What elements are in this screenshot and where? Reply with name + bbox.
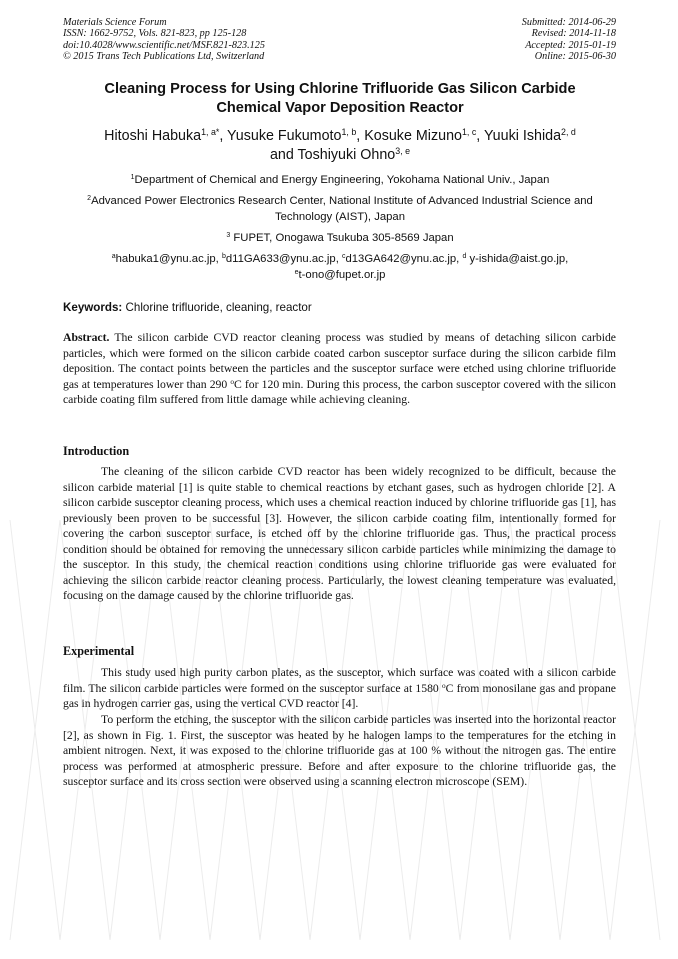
author-line-2 — [40, 146, 640, 165]
author-separator: , — [476, 128, 484, 144]
email-address[interactable]: d13GA642@ynu.ac.jp, — [345, 253, 463, 265]
experimental-paragraph-2 — [63, 712, 616, 790]
title-line-1: Cleaning Process for Using Chlorine Trifluoride Gas Silicon Carbide — [104, 81, 576, 97]
paper-title — [50, 80, 630, 118]
affiliation-text: Department of Chemical and Energy Engineering, Yokohama National Univ., Japan — [134, 174, 550, 186]
journal-name: Materials Science Forum — [63, 17, 167, 28]
author-name: Yuuki Ishida — [483, 128, 562, 144]
experimental-heading: Experimental — [63, 644, 135, 658]
author-name: Hitoshi Habuka — [104, 128, 202, 144]
revised-date: Revised: 2014-11-18 — [531, 28, 616, 40]
experimental-paragraph-1 — [63, 665, 616, 712]
author-emails — [60, 252, 620, 283]
journal-header — [63, 17, 265, 62]
author-list — [40, 127, 640, 165]
introduction-paragraph: The cleaning of the silicon carbide CVD reactor has been widely recognized to be difficult, because the silicon carbide material [1] is quite stable to chemical reactions by etchant gases, such as hydrogen chloride [2]. A silicon carbide susceptor cleaning process, which uses a chemical reaction induced by chlorine trifluoride gas [1], has previously been proven to be successful [3]. However, the silicon carbide coating film, intentionally formed for covering the carbon susceptor surface, is etched off by the chlorine trifluoride gas. Thus, the practical process condition should be obtained for removing the unnecessary silicon carbide particles while minimizing the damage to the susceptor. In this study, the chemical reaction conditions using chlorine trifluoride gas were evaluated for achieving the silicon carbide reactor cleaning process. Particularly, the lowest cleaning temperature was evaluated, focusing on the damage caused by the chlorine trifluoride gas. — [63, 465, 616, 603]
email-address[interactable]: d11GA633@ynu.ac.jp, — [225, 253, 342, 265]
keywords-text: Chlorine trifluoride, cleaning, reactor — [122, 301, 312, 314]
abstract — [63, 330, 616, 408]
keywords-label: Keywords: — [63, 301, 123, 314]
abstract-text: The silicon carbide CVD reactor cleaning process was studied by means of detaching silicon carbide particles, which were formed on the silicon carbide coated carbon susceptor surface during the silicon carbide film deposition. The contact points between the particles and the susceptor surface were etched using chlorine trifluoride gas at temperatures lower than 290 — [63, 331, 616, 391]
copyright-line: © 2015 Trans Tech Publications Ltd, Switzerland — [63, 50, 265, 62]
online-date: Online: 2015-06-30 — [534, 50, 616, 62]
author-sup: 3, e — [395, 146, 411, 157]
doi-line: doi:10.4028/www.scientific.net/MSF.821-823.125 — [63, 39, 265, 51]
author-line-1 — [40, 127, 640, 146]
degree-sup: o — [441, 681, 446, 690]
author-separator: , — [219, 128, 228, 144]
author-name: and Toshiyuki Ohno — [269, 147, 396, 163]
affiliation-3 — [60, 231, 620, 247]
affiliation-1 — [60, 173, 620, 189]
abstract-text-end: C for 120 min. During this process, the carbon susceptor covered with the silicon carbide coating film suffered from little damage while achieving cleaning. — [63, 377, 616, 407]
author-sup: 1, a* — [201, 127, 220, 138]
affiliation-number: 3 — [226, 232, 231, 240]
author-sup: 2, d — [561, 127, 576, 138]
author-name: Yusuke Fukumoto — [227, 128, 342, 144]
author-sup: 1, c — [461, 127, 477, 138]
email-sup: a — [111, 253, 116, 261]
email-sup: e — [294, 268, 299, 276]
issn-line: ISSN: 1662-9752, Vols. 821-823, pp 125-128 — [63, 28, 247, 40]
keywords — [63, 300, 616, 316]
submitted-date: Submitted: 2014-06-29 — [521, 17, 616, 28]
title-line-2: Chemical Vapor Deposition Reactor — [216, 100, 464, 116]
author-name: Kosuke Mizuno — [364, 128, 462, 144]
experimental-paragraph-2-text: To perform the etching, the susceptor with the silicon carbide particles was inserted into the horizontal reactor [2], as shown in Fig. 1. First, the susceptor was heated by he halogen lamps to the temperatures for the etching in ambient nitrogen. Next, it was exposed to the chlorine trifluoride gas at 100 % without the nitrogen gas. The entire process was performed at atmospheric pressure. Before and after exposure to the chlorine trifluoride gas, the susceptor surface and its cross section were observed using a scanning electron microscope (SEM). — [63, 713, 616, 789]
dates-header — [522, 17, 616, 62]
email-address[interactable]: y-ishida@aist.go.jp, — [466, 253, 569, 265]
author-separator: , — [356, 128, 365, 144]
email-address[interactable]: habuka1@ynu.ac.jp, — [115, 253, 222, 265]
introduction-heading: Introduction — [63, 444, 130, 458]
email-sup: d — [462, 253, 467, 261]
affiliation-2 — [60, 194, 620, 225]
affiliation-text: Advanced Power Electronics Research Center, National Institute of Advanced Industrial Science and Technology (AIST), Japan — [91, 195, 593, 223]
email-sup: b — [221, 253, 226, 261]
email-sup: c — [341, 253, 346, 261]
accepted-date: Accepted: 2015-01-19 — [525, 39, 616, 51]
affiliation-number: 1 — [130, 174, 135, 182]
affiliation-text: FUPET, Onogawa Tsukuba 305-8569 Japan — [230, 232, 454, 244]
experimental-text-end: C from monosilane gas and propane gas in hydrogen carrier gas, using the vertical CVD reactor [4]. — [63, 681, 616, 711]
affiliation-number: 2 — [87, 195, 92, 203]
author-sup: 1, b — [341, 127, 357, 138]
abstract-label: Abstract. — [63, 331, 110, 344]
email-address[interactable]: t-ono@fupet.or.jp — [298, 268, 386, 281]
introduction-section — [63, 464, 616, 604]
degree-sup: o — [230, 377, 234, 386]
experimental-text: This study used high purity carbon plates, as the susceptor, which surface was coated with a silicon carbide film. The silicon carbide particles were formed on the susceptor surface at 1580 — [63, 666, 616, 695]
